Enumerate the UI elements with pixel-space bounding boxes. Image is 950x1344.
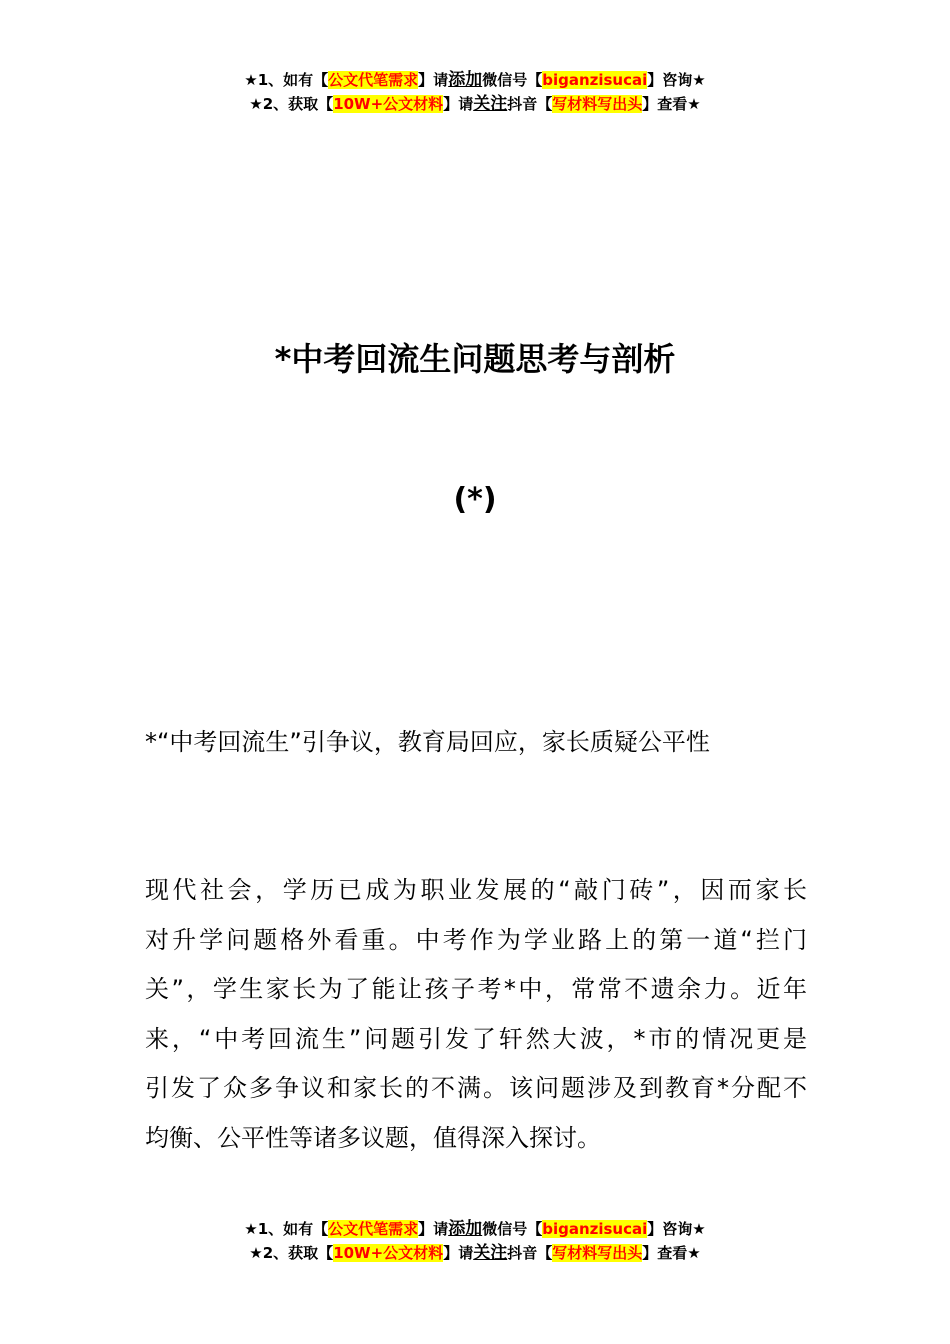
banner-text: 】请: [443, 95, 474, 113]
banner-highlight: 写材料写出头: [552, 95, 643, 113]
body-line: 来，“中考回流生”问题引发了轩然大波，*市的情况更是: [145, 1024, 807, 1053]
banner-text: 】请: [443, 1244, 474, 1262]
banner-text: ★1、如有【: [244, 71, 329, 89]
body-line: 引发了众多争议和家长的不满。该问题涉及到教育*分配不: [145, 1074, 807, 1102]
banner-line-1: [0, 68, 950, 92]
banner-line-1: [0, 1217, 950, 1241]
banner-highlight: biganzisucai: [542, 1220, 648, 1238]
banner-line-2: [0, 92, 950, 116]
banner-text: 】请: [418, 1220, 449, 1238]
body-paragraph: [145, 866, 807, 1163]
banner-text: 抖音【: [507, 95, 553, 113]
footer-banner: [0, 1217, 950, 1265]
banner-line-2: [0, 1241, 950, 1265]
banner-highlight: 10W+公文材料: [333, 1244, 444, 1262]
banner-text: 】咨询★: [647, 1220, 706, 1238]
header-banner: [0, 68, 950, 116]
news-headline: *“中考回流生”引争议，教育局回应，家长质疑公平性: [145, 728, 710, 756]
banner-text: 微信号【: [482, 1220, 543, 1238]
banner-underline: 添加: [448, 70, 483, 90]
body-line: 关”，学生家长为了能让孩子考*中，常常不遗余力。近年: [145, 975, 807, 1003]
banner-text: 】咨询★: [647, 71, 706, 89]
body-line: 均衡、公平性等诸多议题，值得深入探讨。: [145, 1123, 601, 1152]
banner-underline: 添加: [448, 1219, 483, 1239]
banner-highlight: 10W+公文材料: [333, 95, 444, 113]
banner-text: 抖音【: [507, 1244, 553, 1262]
banner-text: ★2、获取【: [249, 95, 334, 113]
banner-underline: 关注: [473, 1243, 508, 1263]
banner-highlight: 公文代笔需求: [328, 1220, 419, 1238]
banner-text: ★2、获取【: [249, 1244, 334, 1262]
banner-highlight: biganzisucai: [542, 71, 648, 89]
document-title: *中考回流生问题思考与剖析: [274, 340, 676, 378]
banner-underline: 关注: [473, 94, 508, 114]
banner-text: ★1、如有【: [244, 1220, 329, 1238]
banner-text: 】查看★: [642, 1244, 701, 1262]
banner-highlight: 公文代笔需求: [328, 71, 419, 89]
banner-highlight: 写材料写出头: [552, 1244, 643, 1262]
document-subtitle: (*): [453, 482, 497, 517]
banner-text: 微信号【: [482, 71, 543, 89]
body-line: 现代社会，学历已成为职业发展的“敲门砖”，因而家长: [145, 876, 807, 904]
banner-text: 】查看★: [642, 95, 701, 113]
banner-text: 】请: [418, 71, 449, 89]
body-line: 对升学问题格外看重。中考作为学业路上的第一道“拦门: [145, 925, 807, 954]
